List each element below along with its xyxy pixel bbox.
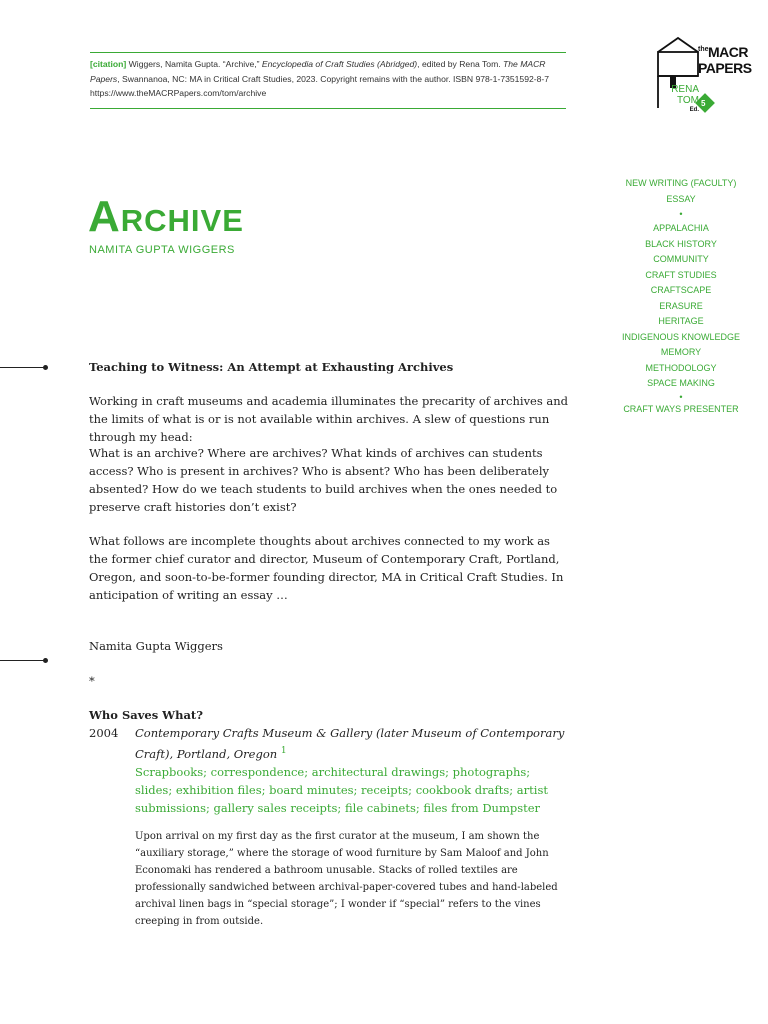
sidebar-tag[interactable]: APPALACHIA [653, 223, 709, 233]
bullet-2: • [679, 392, 683, 402]
sidebar-tag[interactable]: ERASURE [659, 300, 703, 311]
bullet-1: • [679, 209, 683, 219]
logo-volume-number: 5 [701, 99, 706, 108]
sidebar-tag[interactable]: HERITAGE [658, 316, 704, 326]
logo-editor [640, 84, 699, 114]
margin-dot-1 [43, 365, 48, 370]
paragraph-3: What follows are incomplete thoughts about archives connected to my work as the former chief curator and director, Museum of Contemporary Craft, Portland, Oregon, and soon-to-be-former founding director, MA in Critical Craft Studies. In anticipation of writing an essay … [89, 534, 564, 602]
citation-text-2: , edited by Rena Tom. [417, 59, 503, 69]
logo-the: the [698, 46, 709, 53]
sidebar-tag[interactable]: CRAFT STUDIES [645, 269, 717, 280]
type-label: ESSAY [666, 193, 696, 204]
citation-series: The MACR Papers [90, 59, 546, 84]
citation-tag: [citation] [90, 59, 127, 69]
category-label: NEW WRITING (FACULTY) [625, 178, 737, 188]
margin-rule-2 [0, 660, 46, 661]
presenter-label: CRAFT WAYS PRESENTER [623, 404, 739, 414]
author-name: NAMITA GUPTA WIGGERS [89, 244, 235, 256]
archive-entry [89, 724, 569, 817]
sidebar-footer [615, 392, 747, 418]
entry-title [135, 724, 569, 763]
entry-paragraph: Upon arrival on my first day as the first curator at the museum, I am shown the “auxiliary storage,” where the storage of wood furniture by Sam Maloof and John Economaki has rendered a bathroom unusable. Stacks of rolled textiles are professionally sandwiched between archival-paper-covered tubes and hand-labeled archival linen bags in “special storage”; I wonder if “special” refers to the vines creeping in from outside. [135, 831, 558, 927]
entry-items: Scrapbooks; correspondence; architectural drawings; photographs; slides; exhibition files; board minutes; receipts; cookbook drafts; artist submissions; gallery sales receipts; file cabinets; files from Dumpster [135, 764, 548, 815]
footnote-marker[interactable]: 1 [280, 746, 287, 756]
sidebar-tag[interactable]: BLACK HISTORY [645, 238, 717, 249]
editor-abbrev: Ed. [689, 107, 699, 113]
citation-url[interactable]: https://www.theMACRPapers.com/tom/archive [90, 88, 267, 98]
signature: Namita Gupta Wiggers [89, 639, 223, 653]
sidebar-tag[interactable]: SPACE MAKING [647, 378, 715, 388]
sidebar-tag[interactable]: INDIGENOUS KNOWLEDGE [621, 331, 740, 342]
page-title: Archive [88, 192, 244, 241]
citation-text-3: , Swannanoa, NC: MA in Critical Craft Studies, 2023. Copyright remains with the author. ISBN 978-1-7351592-8-7 [117, 73, 550, 84]
citation-text-1: Wiggers, Namita Gupta. “Archive,” [126, 59, 262, 69]
paragraph-1: Working in craft museums and academia illuminates the precarity of archives and the limits of what is or is not available within archives. A slew of questions run through my head: [89, 394, 569, 444]
citation-block [90, 52, 566, 109]
logo-papers: PAPERS [698, 60, 752, 76]
sidebar-category [615, 176, 747, 221]
editor-last-name: TOM [676, 95, 699, 106]
paragraph-2: What is an archive? Where are archives? What kinds of archives can students access? Who is present in archives? Who is absent? Who has been deliberately absented? How do we teach students to build archives when the ones needed to preserve craft histories don’t exist? [89, 446, 558, 514]
section-heading: Who Saves What? [89, 708, 203, 722]
entry-year: 2004 [89, 726, 119, 740]
sidebar-tag[interactable]: CRAFTSCAPE [650, 285, 712, 295]
essay-subtitle: Teaching to Witness: An Attempt at Exhausting Archives [89, 360, 454, 374]
citation-book: Encyclopedia of Craft Studies (Abridged) [261, 59, 418, 69]
margin-dot-2 [43, 658, 48, 663]
sidebar-tag-list [615, 221, 747, 392]
logo-macr: MACR [708, 44, 748, 60]
section-asterisk: * [89, 674, 95, 688]
sidebar-tag[interactable]: COMMUNITY [653, 254, 709, 264]
sidebar-tag[interactable]: MEMORY [660, 347, 702, 357]
sidebar-tag[interactable]: METHODOLOGY [645, 362, 717, 373]
entry-title-text: Contemporary Crafts Museum & Gallery (later Museum of Contemporary Craft), Portland, Oregon [135, 726, 565, 761]
margin-rule-1 [0, 367, 46, 368]
editor-first-name: RENA [671, 84, 699, 95]
macr-papers-logo [640, 36, 760, 126]
